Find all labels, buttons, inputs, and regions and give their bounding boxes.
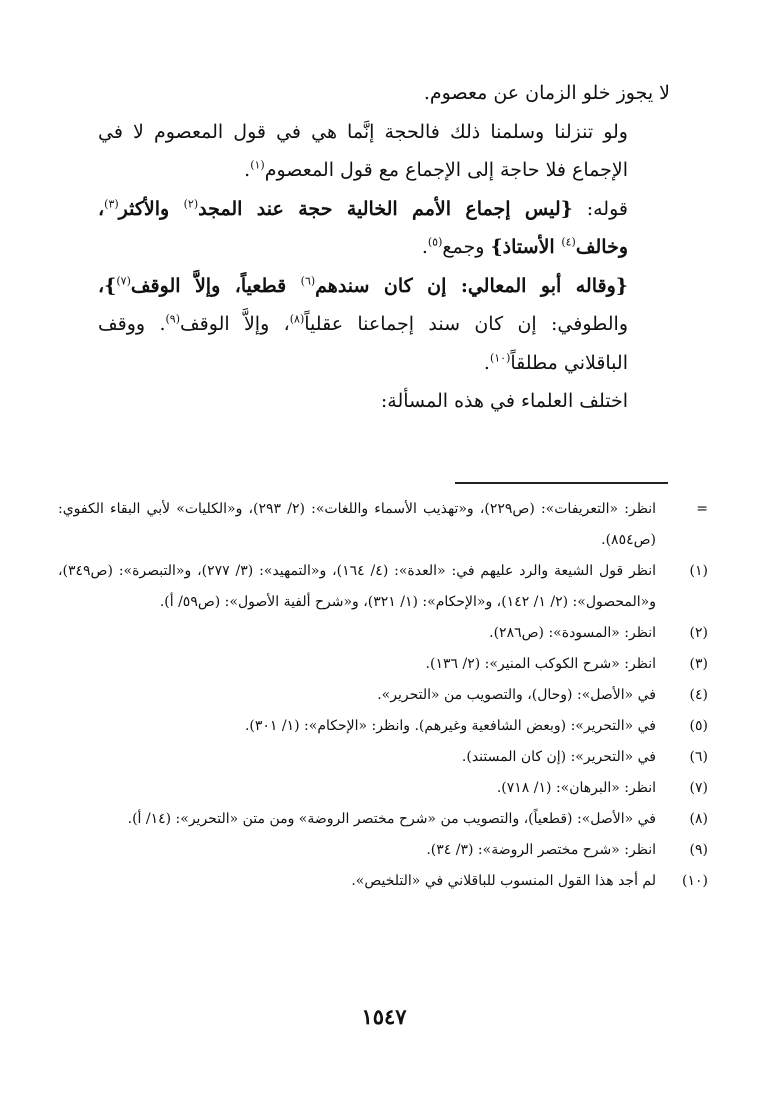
footnote-text: انظر: «التعريفات»: (ص٢٢٩)، و«تهذيب الأسماء واللغات»: (٢/ ٢٩٣)، و«الكليات» لأبي البقاء الكفوي: (ص٨٥٤). — [58, 501, 656, 548]
footnote-ref-1[interactable]: (١) — [250, 158, 265, 172]
footnote-ref-7[interactable]: (٧) — [116, 274, 131, 288]
footnote-ref-6[interactable]: (٦) — [300, 274, 316, 288]
page-number: ١٥٤٧ — [361, 1004, 407, 1029]
footnote-text: لم أجد هذا القول المنسوب للباقلاني في «التلخيص». — [351, 873, 656, 889]
footnote-ref-3[interactable]: (٣) — [104, 197, 119, 211]
footnote-continued — [58, 494, 708, 556]
p4-waqf: ، وإلاَّ الوقف — [180, 313, 290, 335]
footnote-2 — [58, 618, 708, 649]
p5-text: اختلف العلماء في هذه المسألة: — [380, 390, 628, 412]
p4-quote-start: {وقاله أبو المعالي: إن كان سندهم — [315, 274, 628, 297]
footnote-10 — [58, 866, 708, 897]
footnote-ref-2[interactable]: (٢) — [183, 197, 199, 211]
footnote-3 — [58, 649, 708, 680]
paragraph-5 — [98, 382, 670, 421]
p3-lead: قوله: — [572, 197, 628, 220]
p4-tufi: والطوفي: إن كان سند إجماعنا عقلياً — [304, 313, 628, 335]
footnote-8 — [58, 804, 708, 835]
p4-quote-end: }، — [98, 274, 117, 297]
footnote-text: في «الأصل»: (وحال)، والتصويب من «التحرير». — [377, 687, 656, 703]
p4-quote-mid: قطعياً، وإلاَّ الوقف — [130, 274, 301, 297]
footnote-1 — [58, 556, 708, 618]
footnote-text: انظر: «المسودة»: (ص٢٨٦). — [489, 625, 656, 641]
footnote-number: = — [696, 501, 708, 517]
footnote-number: (٧) — [689, 780, 708, 796]
paragraph-1 — [98, 74, 670, 113]
footnote-number: (١٠) — [682, 873, 708, 889]
footnotes — [58, 494, 708, 897]
footnote-text: في «التحرير»: (وبعض الشافعية وغيرهم). وانظر: «الإحكام»: (١/ ٣٠١). — [244, 718, 656, 734]
footnote-separator — [455, 482, 668, 484]
footnote-number: (١) — [689, 563, 708, 579]
p2-text: ولو تنزلنا وسلمنا ذلك فالحجة إنَّما هي في قول المعصوم لا في الإجماع فلا حاجة إلى الإجماع مع قول المعصوم — [98, 120, 628, 181]
footnote-ref-10[interactable]: (١٠) — [489, 351, 511, 365]
footnote-5 — [58, 711, 708, 742]
footnote-6 — [58, 742, 708, 773]
p3-quote-mid2: ، وخالف — [98, 197, 628, 258]
footnote-ref-8[interactable]: (٨) — [289, 312, 305, 326]
p4-end: . — [483, 351, 490, 374]
footnote-number: (٦) — [689, 749, 708, 765]
p3-end: . — [421, 236, 428, 258]
footnote-text: في «التحرير»: (إن كان المستند). — [461, 749, 656, 765]
p3-tail: وجمع — [442, 236, 491, 258]
main-text — [98, 74, 670, 421]
footnote-number: (٨) — [689, 811, 708, 827]
p3-quote-end: الأستاذ} — [490, 236, 562, 258]
footnote-number: (٣) — [689, 656, 708, 672]
footnote-7 — [58, 773, 708, 804]
p3-quote-mid: والأكثر — [118, 197, 184, 220]
footnote-4 — [58, 680, 708, 711]
paragraph-2 — [98, 113, 670, 190]
p3-quote-start: {ليس إجماع الأمم الخالية حجة عند المجد — [198, 197, 573, 220]
footnote-text: انظر: «البرهان»: (١/ ٧١٨). — [496, 780, 656, 796]
footnote-ref-9[interactable]: (٩) — [165, 312, 180, 326]
footnote-ref-4[interactable]: (٤) — [561, 235, 576, 249]
line-1-text: لا يجوز خلو الزمان عن معصوم. — [423, 82, 670, 104]
p2-end: . — [244, 159, 251, 181]
footnote-9 — [58, 835, 708, 866]
footnote-ref-5[interactable]: (٥) — [427, 235, 443, 249]
footnote-text: انظر: «شرح مختصر الروضة»: (٣/ ٣٤). — [426, 842, 656, 858]
p4-baqillani: . ووقف الباقلاني مطلقاً — [98, 313, 628, 374]
paragraph-4 — [98, 267, 670, 383]
footnote-number: (٤) — [689, 687, 708, 703]
footnote-number: (٢) — [689, 625, 708, 641]
footnote-number: (٥) — [689, 718, 708, 734]
footnote-number: (٩) — [689, 842, 708, 858]
footnote-text: انظر: «شرح الكوكب المنير»: (٢/ ١٣٦). — [425, 656, 656, 672]
paragraph-3 — [98, 190, 670, 267]
footnote-text: في «الأصل»: (قطعياً)، والتصويب من «شرح مختصر الروضة» ومن متن «التحرير»: (١٤/ أ). — [127, 811, 656, 827]
footnote-text: انظر قول الشيعة والرد عليهم في: «العدة»: (٤/ ١٦٤)، و«التمهيد»: (٣/ ٢٧٧)، و«التبصرة»: (ص٣٤٩)، و«المحصول»: (٢/ ١/ ١٤٢)، و«الإحكام»: (١/ ٣٢١)، و«شرح ألفية الأصول»: (ص٥٩/ أ). — [58, 563, 657, 610]
